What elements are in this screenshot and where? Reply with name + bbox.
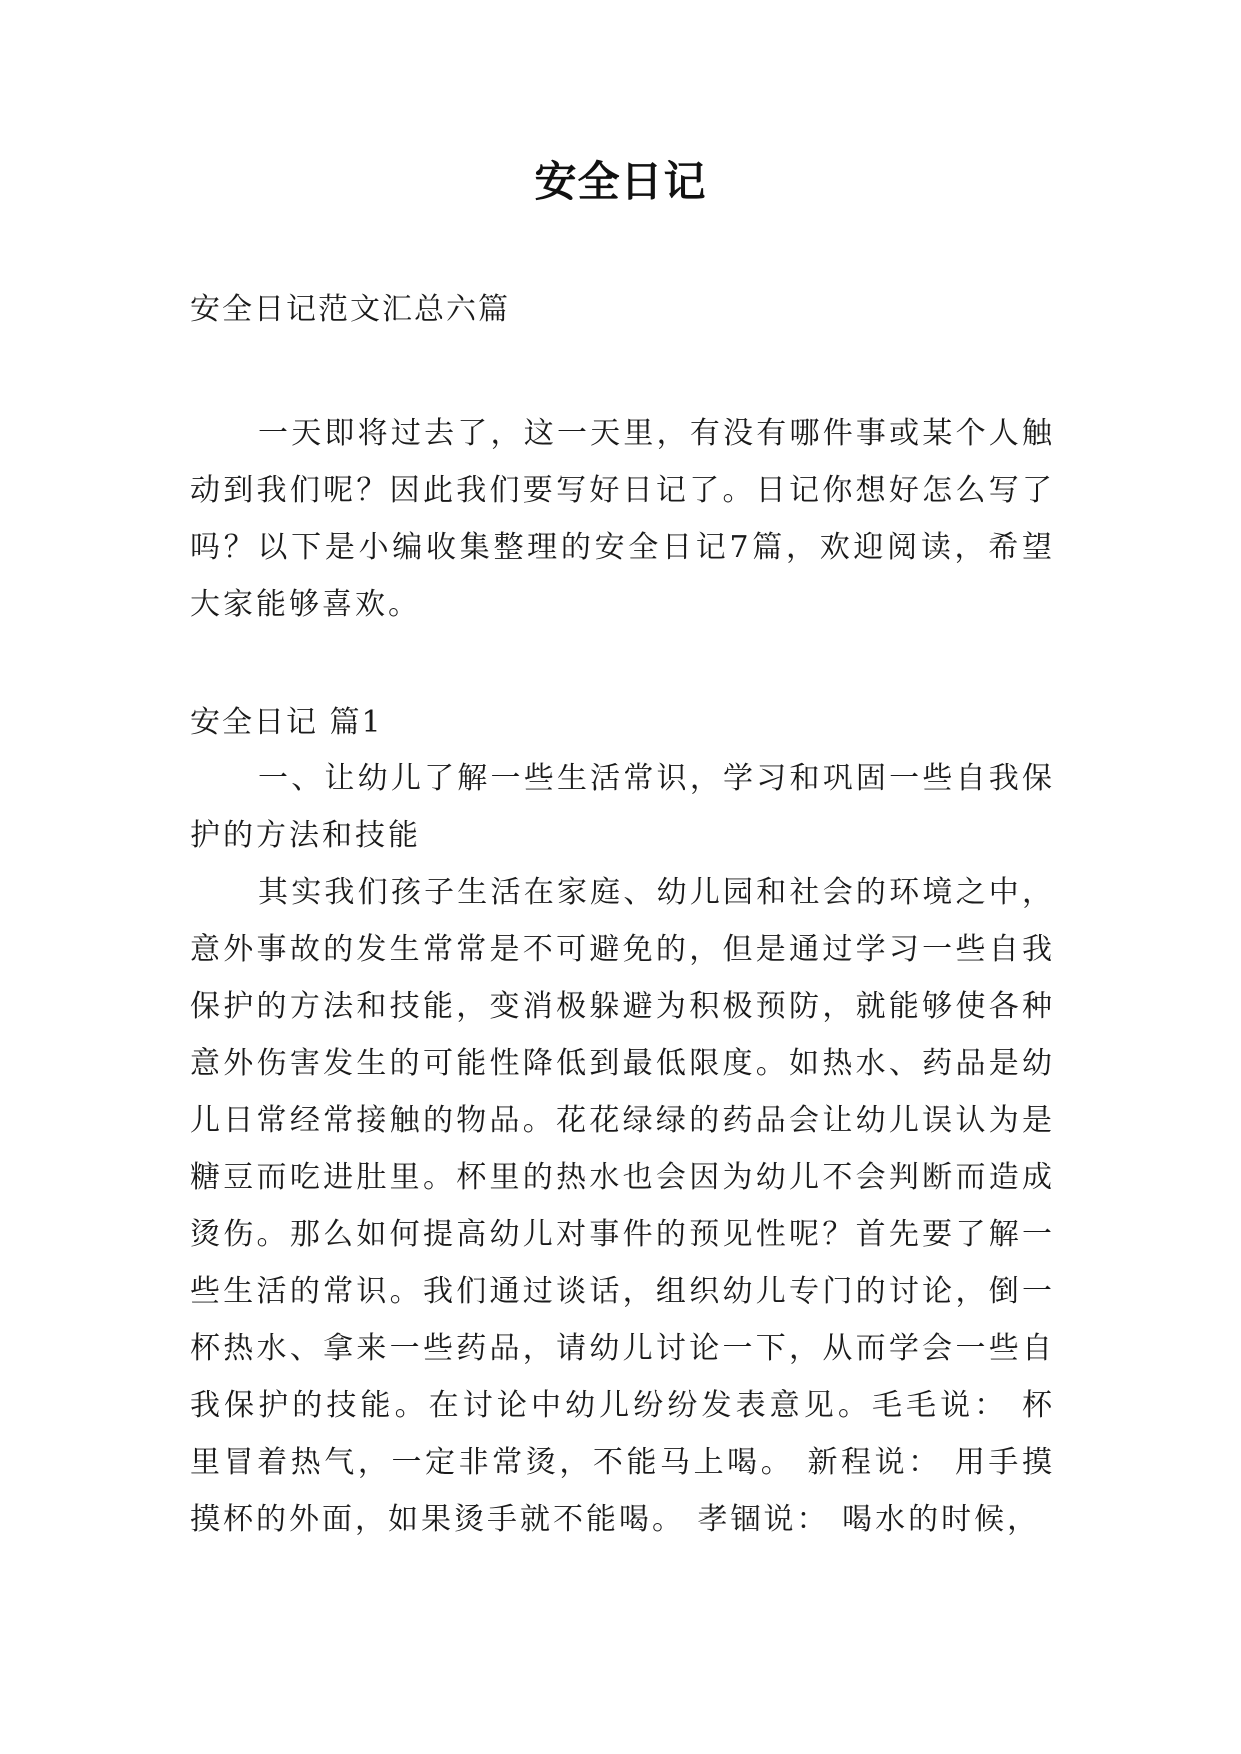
document-subtitle: 安全日记范文汇总六篇 — [190, 292, 510, 327]
body-paragraph: 其实我们孩子生活在家庭、幼儿园和社会的环境之中，意外事故的发生常常是不可避免的，但是通过学习一些自我保护的方法和技能，变消极躲避为积极预防，就能够使各种意外伤害发生的可能性降低到最低限度。如热水、药品是幼儿日常经常接触的物品。花花绿绿的药品会让幼儿误认为是糖豆而吃进肚里。杯里的热水也会因为幼儿不会判断而造成烫伤。那么如何提高幼儿对事件的预见性呢？首先要了解一些生活的常识。我们通过谈话，组织幼儿专门的讨论，倒一杯热水、拿来一些药品，请幼儿讨论一下，从而学会一些自我保护的技能。在讨论中幼儿纷纷发表意见。毛毛说： 杯里冒着热气，一定非常烫，不能马上喝。 新程说： 用手摸摸杯的外面，如果烫手就不能喝。 孝锢说： 喝水的时候， — [190, 875, 1055, 1537]
intro-paragraph: 一天即将过去了，这一天里，有没有哪件事或某个人触动到我们呢？因此我们要写好日记了。日记你想好怎么写了吗？以下是小编收集整理的安全日记7篇，欢迎阅读，希望大家能够喜欢。 — [190, 416, 1055, 622]
section-heading: 安全日记 篇1 — [190, 705, 383, 740]
point-heading: 一、让幼儿了解一些生活常识，学习和巩固一些自我保护的方法和技能 — [190, 761, 1055, 853]
document-title: 安全日记 — [534, 157, 707, 206]
